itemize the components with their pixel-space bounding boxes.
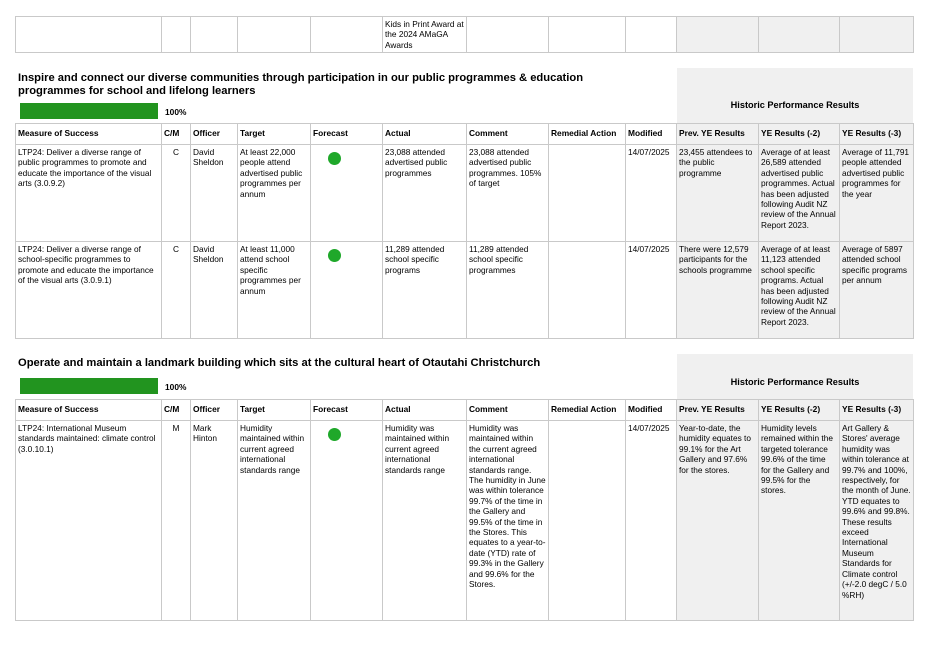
actual-cell: 23,088 attended advertised public programmes xyxy=(383,145,467,242)
progress-label: 100% xyxy=(165,382,187,392)
ye3-result-cell: Average of 11,791 people attended advertised public programmes for the year xyxy=(840,145,914,242)
measure-cell: LTP24: International Museum standards maintained: climate control (3.0.10.1) xyxy=(16,421,162,621)
history-header-panel xyxy=(677,68,913,124)
officer-cell: David Sheldon xyxy=(191,145,238,242)
col-actual: Actual xyxy=(383,124,467,145)
col-ye2: YE Results (-2) xyxy=(759,400,840,421)
history-header-label: Historic Performance Results xyxy=(730,100,860,110)
col-comment: Comment xyxy=(467,400,549,421)
target-cell: Humidity maintained within current agreed international standards range xyxy=(238,421,311,621)
col-ye3: YE Results (-3) xyxy=(840,400,914,421)
header-row xyxy=(16,124,914,145)
ye2-result-cell: Average of at least 11,123 attended school specific programs. Actual has been adjusted following Audit NZ review of the Annual Report 2023. xyxy=(759,242,840,339)
col-measure: Measure of Success xyxy=(16,124,162,145)
col-officer: Officer xyxy=(191,124,238,145)
forecast-cell xyxy=(311,145,383,242)
actual-cell: 11,289 attended school specific programs xyxy=(383,242,467,339)
cm-cell: C xyxy=(162,145,191,242)
actual-cell: Kids in Print Award at the 2024 AMaGA Awards xyxy=(383,17,467,53)
comment-cell: Humidity was maintained within the current agreed international standards range. The humidity in June was within tolerance 99.7% of the time in the Gallery and 99.5% of the time in the Stores. This equates to a year-to-date (YTD) rate of 99.3% in the Gallery and 99.6% for the Stores. xyxy=(467,421,549,621)
progress-bar xyxy=(20,378,158,394)
modified-cell: 14/07/2025 xyxy=(626,145,677,242)
cm-cell: C xyxy=(162,242,191,339)
col-cm: C/M xyxy=(162,124,191,145)
prev-result-cell: 23,455 attendees to the public programme xyxy=(677,145,759,242)
history-header-label: Historic Performance Results xyxy=(730,377,860,387)
progress-label: 100% xyxy=(165,107,187,117)
officer-cell: David Sheldon xyxy=(191,242,238,339)
target-cell: At least 11,000 attend school specific programmes per annum xyxy=(238,242,311,339)
ye2-result-cell: Average of at least 26,589 attended advertised public programmes. Actual has been adjusted following Audit NZ review of the Annual Report 2023. xyxy=(759,145,840,242)
measures-table xyxy=(15,123,914,339)
col-cm: C/M xyxy=(162,400,191,421)
modified-cell: 14/07/2025 xyxy=(626,421,677,621)
col-remedial: Remedial Action xyxy=(549,400,626,421)
previous-table-tail xyxy=(15,16,914,53)
measures-table xyxy=(15,399,914,621)
remedial-cell xyxy=(549,421,626,621)
col-prev: Prev. YE Results xyxy=(677,124,759,145)
ye3-result-cell: Average of 5897 attended school specific programs per annum xyxy=(840,242,914,339)
col-measure: Measure of Success xyxy=(16,400,162,421)
section-title: Operate and maintain a landmark building which sits at the cultural heart of Otautahi Christchurch xyxy=(18,357,541,369)
ye3-result-cell: Art Gallery & Stores' average humidity was within tolerance at 99.7% and 100%, respectively, for the month of June. YTD equates to 99.6% and 99.8%. These results exceed International Museum Standards for Climate control (+/-2.0 degC / 5.0 %RH) xyxy=(840,421,914,621)
cm-cell: M xyxy=(162,421,191,621)
col-ye3: YE Results (-3) xyxy=(840,124,914,145)
col-target: Target xyxy=(238,124,311,145)
col-actual: Actual xyxy=(383,400,467,421)
forecast-cell xyxy=(311,242,383,339)
table-row xyxy=(16,421,914,621)
table-row xyxy=(16,242,914,339)
remedial-cell xyxy=(549,145,626,242)
prev-result-cell: Year-to-date, the humidity equates to 99.1% for the Art Gallery and 97.6% for the stores. xyxy=(677,421,759,621)
measure-cell: LTP24: Deliver a diverse range of public programmes to promote and educate the importance of the visual arts (3.0.9.2) xyxy=(16,145,162,242)
col-remedial: Remedial Action xyxy=(549,124,626,145)
col-forecast: Forecast xyxy=(311,400,383,421)
measure-cell: LTP24: Deliver a diverse range of school-specific programmes to promote and educate the importance of the visual arts (3.0.9.1) xyxy=(16,242,162,339)
modified-cell: 14/07/2025 xyxy=(626,242,677,339)
remedial-cell xyxy=(549,242,626,339)
table-row xyxy=(16,17,914,53)
officer-cell: Mark Hinton xyxy=(191,421,238,621)
ye2-result-cell: Humidity levels remained within the targeted tolerance 99.6% of the time for the Gallery and 99.5% for the stores. xyxy=(759,421,840,621)
target-cell: At least 22,000 people attend advertised public programmes per annum xyxy=(238,145,311,242)
col-modified: Modified xyxy=(626,124,677,145)
col-officer: Officer xyxy=(191,400,238,421)
forecast-cell xyxy=(311,421,383,621)
col-ye2: YE Results (-2) xyxy=(759,124,840,145)
header-row xyxy=(16,400,914,421)
forecast-green-status-icon xyxy=(328,428,341,441)
col-prev: Prev. YE Results xyxy=(677,400,759,421)
comment-cell: 23,088 attended advertised public programmes. 105% of target xyxy=(467,145,549,242)
col-forecast: Forecast xyxy=(311,124,383,145)
section-title: Inspire and connect our diverse communities through participation in our public programmes & education programmes for school and lifelong learners xyxy=(18,72,584,97)
forecast-green-status-icon xyxy=(328,152,341,165)
col-modified: Modified xyxy=(626,400,677,421)
col-target: Target xyxy=(238,400,311,421)
col-comment: Comment xyxy=(467,124,549,145)
comment-cell: 11,289 attended school specific programmes xyxy=(467,242,549,339)
forecast-green-status-icon xyxy=(328,249,341,262)
actual-cell: Humidity was maintained within current agreed international standards range xyxy=(383,421,467,621)
progress-bar xyxy=(20,103,158,119)
prev-result-cell: There were 12,579 participants for the schools programme xyxy=(677,242,759,339)
table-row xyxy=(16,145,914,242)
